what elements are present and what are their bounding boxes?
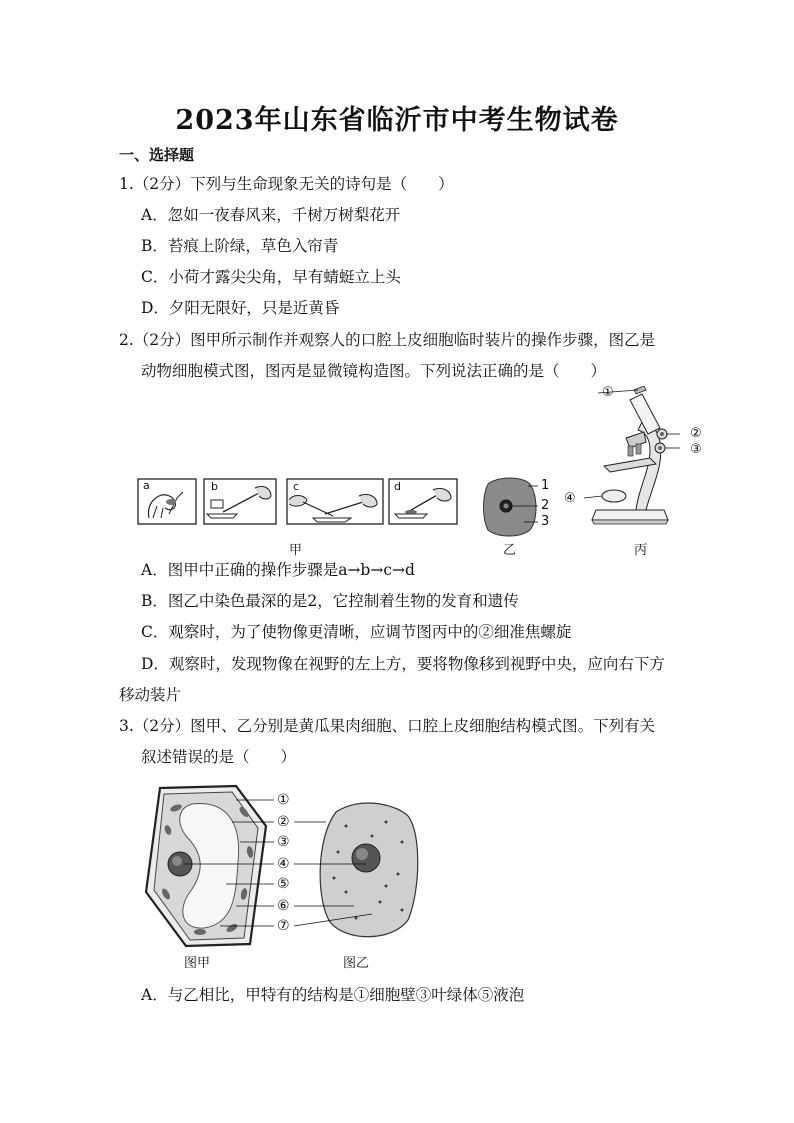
- step-c-panel: [287, 479, 383, 524]
- step-d-label: d: [394, 480, 401, 493]
- animal-cell-diagram: [320, 803, 418, 937]
- q2-option-c[interactable]: C．观察时，为了使物像更清晰，应调节图丙中的②细准焦螺旋: [141, 623, 572, 641]
- microscope-label-3: ③: [690, 442, 702, 457]
- q1-option-a[interactable]: A．忽如一夜春风来，千树万树梨花开: [141, 206, 401, 224]
- page-title: 2023年山东省临沂市中考生物试卷: [175, 105, 619, 136]
- step-c-label: c: [293, 480, 300, 493]
- q1-option-c[interactable]: C．小荷才露尖尖角，早有蜻蜓立上头: [141, 268, 401, 286]
- q2-option-d[interactable]: D．观察时，发现物像在视野的左上方，要将物像移到视野中央，应向右下方: [141, 655, 665, 673]
- q2-option-d-continued: 移动装片: [119, 686, 182, 704]
- q3-label-4: ④: [277, 856, 290, 872]
- q2-caption-jia: 甲: [289, 543, 303, 558]
- q1-option-d[interactable]: D．夕阳无限好，只是近黄昏: [141, 299, 340, 317]
- q2-caption-yi: 乙: [503, 543, 517, 558]
- q3-caption-jia: 图甲: [184, 956, 211, 971]
- plant-cell-diagram: [146, 786, 266, 946]
- step-a-label: a: [143, 479, 150, 492]
- step-b-label: b: [211, 480, 218, 493]
- cell-label-2: 2: [541, 498, 550, 513]
- q2-option-a[interactable]: A．图甲中正确的操作步骤是a→b→c→d: [141, 561, 415, 579]
- microscope-label-1: ①: [602, 385, 614, 400]
- q2-caption-bing: 丙: [634, 543, 648, 558]
- q3-stem-line1: 3.（2分）图甲、乙分别是黄瓜果肉细胞、口腔上皮细胞结构模式图。下列有关: [119, 717, 656, 735]
- q3-label-3: ③: [277, 834, 290, 850]
- q2-stem-line2: 动物细胞模式图，图丙是显微镜构造图。下列说法正确的是（ ）: [141, 362, 607, 380]
- q2-stem-line1: 2.（2分）图甲所示制作并观察人的口腔上皮细胞临时装片的操作步骤，图乙是: [119, 331, 656, 349]
- q3-caption-yi: 图乙: [343, 956, 370, 971]
- microscope-label-2: ②: [690, 426, 702, 441]
- q3-stem-line2: 叙述错误的是（ ）: [141, 748, 297, 766]
- section-heading: 一、选择题: [119, 146, 195, 164]
- q3-label-2: ②: [277, 814, 290, 830]
- q2-figure-yi-animal-cell: [480, 474, 540, 540]
- q3-option-a[interactable]: A．与乙相比，甲特有的结构是①细胞壁③叶绿体⑤液泡: [141, 986, 525, 1004]
- q1-option-b[interactable]: B．苔痕上阶绿，草色入帘青: [141, 237, 339, 255]
- q3-label-5: ⑤: [277, 876, 290, 892]
- cell-label-1: 1: [541, 478, 550, 493]
- q3-label-1: ①: [277, 792, 290, 808]
- microscope-label-4: ④: [564, 491, 576, 506]
- cell-label-3: 3: [541, 514, 550, 529]
- q3-label-7: ⑦: [277, 918, 290, 934]
- q2-option-b[interactable]: B．图乙中染色最深的是2，它控制着生物的发育和遗传: [141, 592, 519, 610]
- q2-figure-bing-microscope: [580, 386, 680, 530]
- q3-label-6: ⑥: [277, 898, 290, 914]
- q1-stem: 1.（2分）下列与生命现象无关的诗句是（ ）: [119, 175, 454, 193]
